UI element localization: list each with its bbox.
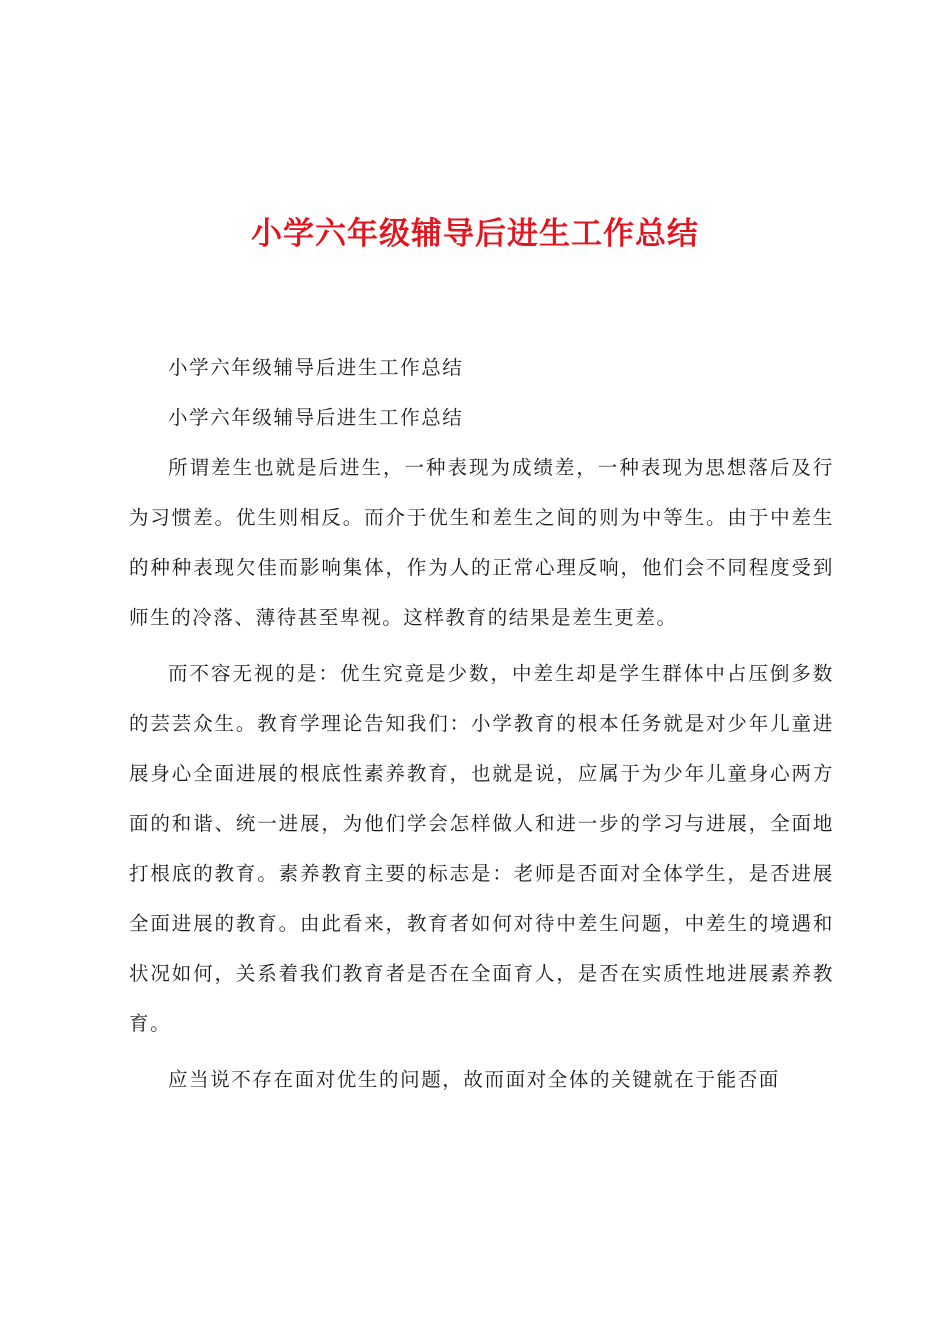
paragraph-2: 而不容无视的是：优生究竟是少数，中差生却是学生群体中占压倒多数的芸芸众生。教育学理论告知我们：小学教育的根本任务就是对少年儿童进展身心全面进展的根底性素养教育，也就是说，应属于为少年儿童身心两方面的和谐、统一进展，为他们学会怎样做人和进一步的学习与进展，全面地打根底的教育。素养教育主要的标志是：老师是否面对全体学生，是否进展全面进展的教育。由此看来，教育者如何对待中差生问题，中差生的境遇和状况如何，关系着我们教育者是否在全面育人，是否在实质性地进展素养教育。: [129, 662, 834, 1035]
paragraph-subtitle-2: 小学六年级辅导后进生工作总结: [168, 406, 464, 429]
paragraph-3: 应当说不存在面对优生的问题，故而面对全体的关键就在于能否面: [168, 1068, 780, 1091]
document-body: [129, 343, 834, 1105]
paragraph-subtitle-1: 小学六年级辅导后进生工作总结: [168, 356, 464, 379]
document-title: 小学六年级辅导后进生工作总结: [251, 216, 699, 252]
paragraph-1: 所谓差生也就是后进生，一种表现为成绩差，一种表现为思想落后及行为习惯差。优生则相反。而介于优生和差生之间的则为中等生。由于中差生的种种表现欠佳而影响集体，作为人的正常心理反响，他们会不同程度受到师生的冷落、薄待甚至卑视。这样教育的结果是差生更差。: [129, 456, 834, 629]
